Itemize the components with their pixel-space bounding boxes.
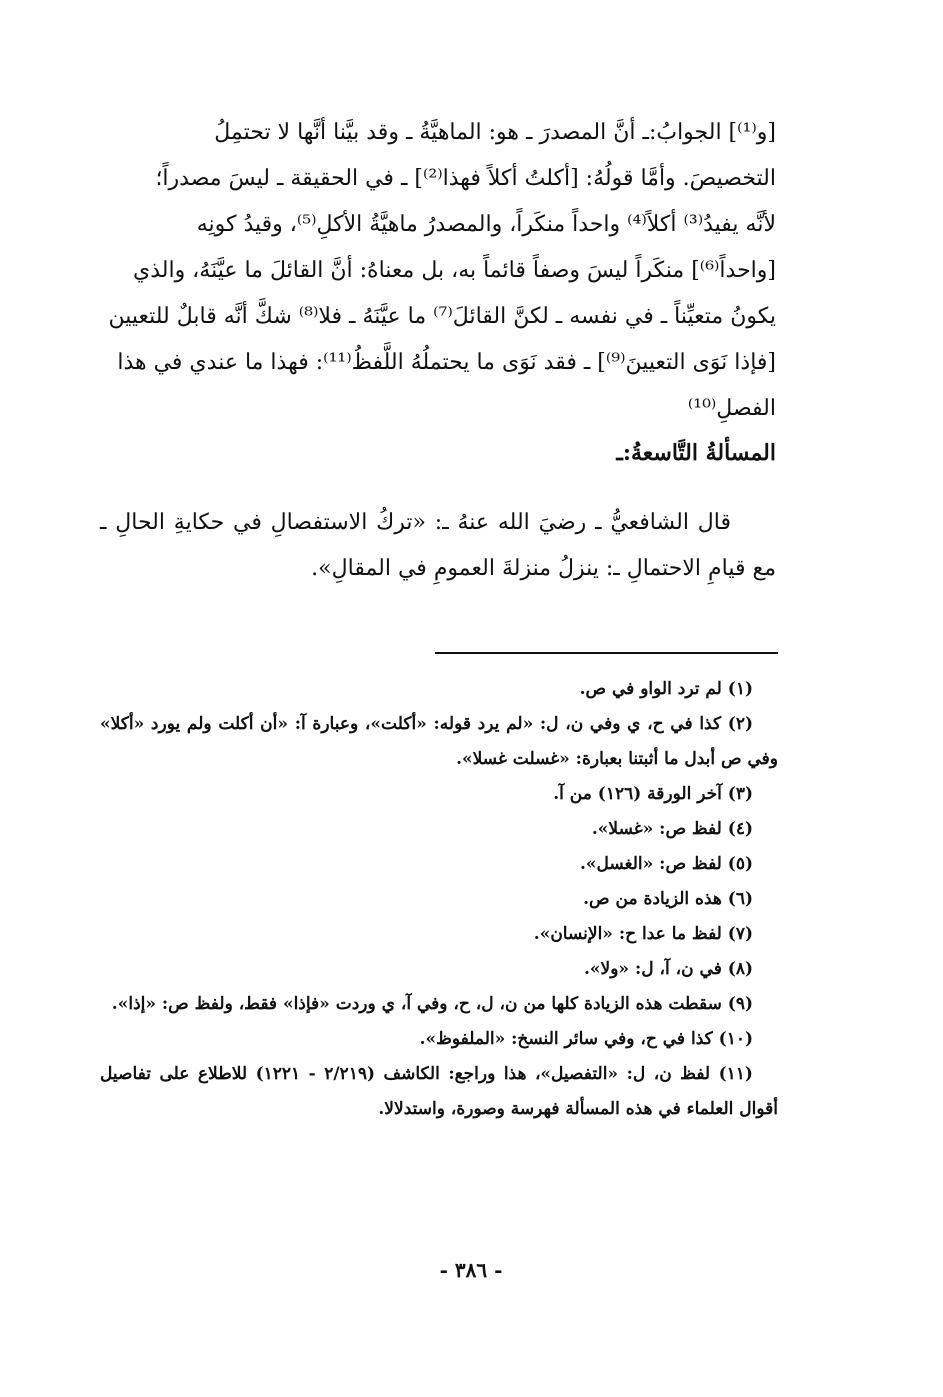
main-paragraph bbox=[100, 110, 776, 432]
body-line: [واحداً⁽⁶⁾] منكَراً ليسَ وصفاً قائماً به، بل معناهُ: أنَّ القائلَ ما عيَّنَهُ، والذي bbox=[132, 258, 776, 283]
footnote: (٥) لفظ ص: «الغسل». bbox=[579, 854, 753, 874]
footnote: (٣) آخر الورقة (١٢٦) من آ. bbox=[553, 784, 753, 804]
body-line: لأنَّه يفيدُ⁽³⁾ أكلاً⁽⁴⁾ واحداً منكَراً، والمصدرُ ماهيَّةُ الأكلِ⁽⁵⁾، وقيدُ كونِه bbox=[196, 212, 776, 237]
quote-paragraph bbox=[100, 500, 776, 592]
quote-text: قال الشافعيُّ ـ رضيَ الله عنهُ ـ: «تركُ الاستفصالِ في حكايةِ الحالِ ـ مع قيامِ الاحتمالِ ـ: ينزلُ منزلةَ العمومِ في المقالِ». bbox=[100, 510, 776, 581]
footnote: (٤) لفظ ص: «غسلا». bbox=[591, 819, 753, 839]
body-line: [فإذا نَوَى التعيينَ⁽⁹⁾] ـ فقد نَوَى ما يحتملُهُ اللَّفظُ⁽¹¹⁾: فهذا ما عندي في هذا bbox=[117, 350, 776, 375]
footnote: (١٠) كذا في ح، وفي سائر النسخ: «الملفوظ». bbox=[419, 1029, 753, 1049]
footnote: (٦) هذه الزيادة من ص. bbox=[583, 889, 753, 909]
footnote-divider bbox=[435, 652, 778, 654]
section-heading: المسألةُ التَّاسعةُ:ـ bbox=[616, 440, 776, 466]
page-number: - ٣٨٦ - bbox=[439, 1258, 503, 1282]
footnote: (٧) لفظ ما عدا ح: «الإنسان». bbox=[533, 924, 753, 944]
body-line: [و⁽¹⁾] الجوابُ:ـ أنَّ المصدرَ ـ هو: الماهيَّةُ ـ وقد بيَّنا أنَّها لا تحتمِلُ bbox=[214, 120, 776, 145]
footnotes bbox=[100, 672, 778, 1127]
footnote: (١) لم ترد الواو في ص. bbox=[579, 679, 753, 699]
body-line: التخصيصَ. وأمَّا قولُهُ: [أكلتُ أكلاً فهذا⁽²⁾] ـ في الحقيقة ـ ليسَ مصدراً؛ bbox=[155, 166, 776, 191]
footnote: (٢) كذا في ح، ي وفي ن، ل: «لم يرد قوله: «أكلت»، وعبارة آ: «أن أكلت ولم يورد «أكلا» وفي ص أبدل ما أثبتنا بعبارة: «غسلت غسلا». bbox=[100, 714, 778, 769]
footnote: (٩) سقطت هذه الزيادة كلها من ن، ل، ح، وفي آ، ي وردت «فإذا» فقط، ولفظ ص: «إذا». bbox=[111, 994, 753, 1014]
footnote: (٨) في ن، آ، ل: «ولا». bbox=[583, 959, 753, 979]
body-line: الفصلِ⁽¹⁰⁾ bbox=[687, 396, 776, 421]
body-line: يكونُ متعيِّناً ـ في نفسه ـ لكنَّ القائلَ⁽⁷⁾ ما عيَّنَهُ ـ فلا⁽⁸⁾ شكَّ أنَّه قابلٌ للتعيين bbox=[108, 304, 776, 329]
footnote: (١١) لفظ ن، ل: «التفصيل»، هذا وراجع: الكاشف (٢/٢١٩ - ١٢٢١) للاطلاع على تفاصيل أقوال العلماء في هذه المسألة فهرسة وصورة، واستدلالا. bbox=[100, 1064, 778, 1119]
